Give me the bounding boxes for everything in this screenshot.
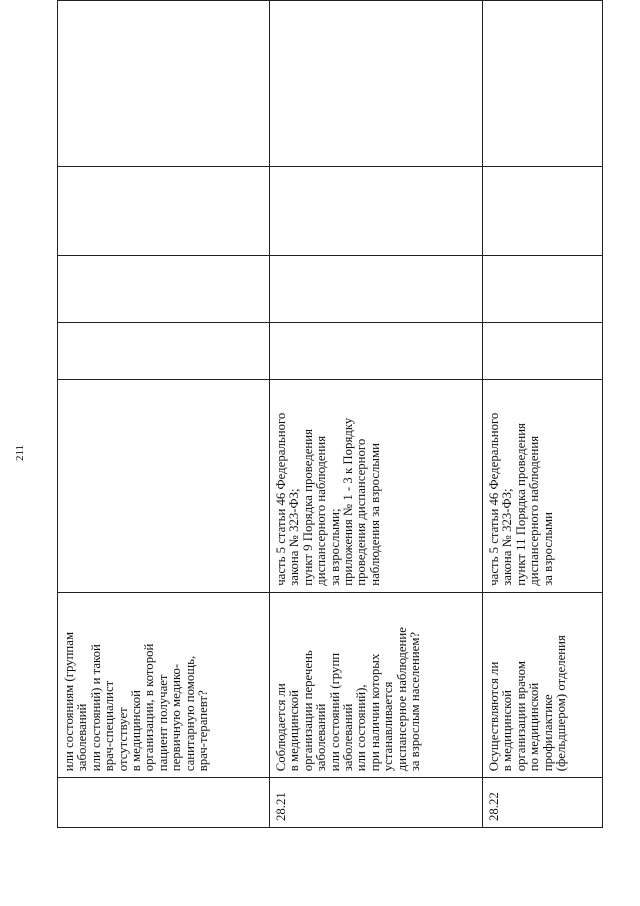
text-line: часть 5 статьи 46 Федерального xyxy=(487,412,501,586)
text-line: при наличии которых xyxy=(367,653,382,772)
row-number-cell xyxy=(58,778,270,828)
text-line: заболеваний xyxy=(314,703,329,772)
text-line: в медицинской xyxy=(129,690,144,772)
text-line: за взрослым населением? xyxy=(408,631,423,772)
text-line: или состояниям (группам xyxy=(62,631,76,772)
text-line: диспансерное наблюдение xyxy=(394,627,409,772)
text-line: врач-терапевт? xyxy=(196,690,211,772)
text-line: пациент получает xyxy=(155,674,170,772)
text-line: заболеваний xyxy=(75,703,90,772)
table-row xyxy=(58,1,270,828)
text-line: отсутствует xyxy=(115,707,130,772)
row-number: 28.21 xyxy=(274,792,288,821)
reference-cell xyxy=(270,380,483,593)
text-line: устанавливается xyxy=(381,681,396,772)
reference-cell xyxy=(58,380,270,593)
empty-cell xyxy=(58,255,270,322)
text-line: пункт 11 Порядка проведения xyxy=(513,423,528,586)
empty-cell xyxy=(483,323,603,380)
row-number-cell xyxy=(270,778,483,828)
row-number: 28.22 xyxy=(487,792,501,821)
text-line: организации, в которой xyxy=(142,643,157,772)
text-line: Осуществляются ли xyxy=(487,661,501,772)
empty-cell xyxy=(58,323,270,380)
text-line: в медицинской xyxy=(500,690,515,772)
text-line: (фельдшером) отделения xyxy=(554,635,569,772)
empty-cell xyxy=(270,166,483,255)
empty-cell xyxy=(58,1,270,167)
text-line: организации перечень xyxy=(300,650,315,772)
checklist-table xyxy=(57,0,603,828)
empty-cell xyxy=(270,255,483,322)
page-number: 211 xyxy=(14,444,26,462)
text-line: профилактике xyxy=(540,694,555,772)
question-cell xyxy=(270,592,483,778)
text-line: или состояний), xyxy=(354,684,369,772)
table-row xyxy=(270,1,483,828)
text-line: закона № 323-ФЗ; xyxy=(287,488,302,586)
question-cell xyxy=(483,592,603,778)
empty-cell xyxy=(483,166,603,255)
text-line: по медицинской xyxy=(527,682,542,772)
text-line: заболеваний xyxy=(341,703,356,772)
reference-cell xyxy=(483,380,603,593)
text-line: пункт 9 Порядка проведения xyxy=(300,428,315,586)
text-line: наблюдения за взрослыми xyxy=(367,443,382,586)
empty-cell xyxy=(270,323,483,380)
empty-cell xyxy=(58,166,270,255)
table-row xyxy=(483,1,603,828)
text-line: или состояний (групп xyxy=(327,652,342,772)
text-line: организации врачом xyxy=(513,661,528,772)
text-line: диспансерного наблюдения xyxy=(527,435,542,586)
text-line: приложения № 1 - 3 к Порядку xyxy=(341,417,356,586)
text-line: или состояний) и такой xyxy=(88,644,103,772)
row-number-cell xyxy=(483,778,603,828)
text-line: Соблюдается ли xyxy=(274,683,288,772)
question-cell xyxy=(58,592,270,778)
empty-cell xyxy=(483,255,603,322)
text-line: за взрослыми xyxy=(540,512,555,586)
text-line: закона № 323-ФЗ; xyxy=(500,488,515,586)
text-line: первичную медико- xyxy=(169,663,184,772)
text-line: врач-специалист xyxy=(102,680,117,772)
text-line: санитарную помощь, xyxy=(182,655,197,772)
text-line: диспансерного наблюдения xyxy=(314,435,329,586)
empty-cell xyxy=(483,1,603,167)
text-line: проведения диспансерного xyxy=(354,438,369,586)
empty-cell xyxy=(270,1,483,167)
text-line: в медицинской xyxy=(287,690,302,772)
text-line: за взрослыми; xyxy=(327,508,342,586)
text-line: часть 5 статьи 46 Федерального xyxy=(274,412,288,586)
